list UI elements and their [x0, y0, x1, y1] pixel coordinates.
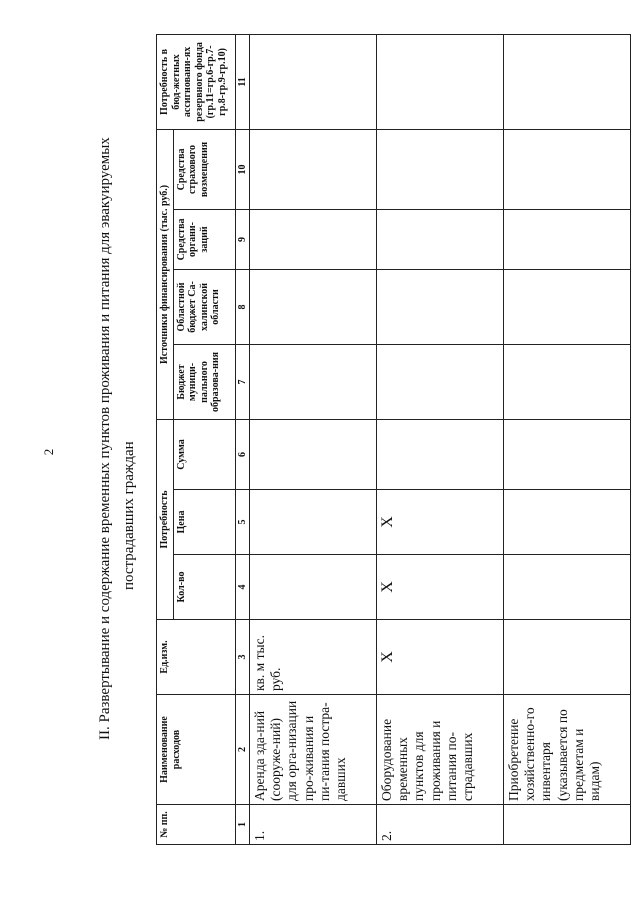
row-name: Приобретение хозяйственно-го инвентаря (указывается по предметам и видам) [504, 695, 631, 805]
row-name: Оборудование временных пунктов для проживания и питания по-страдавших [377, 695, 504, 805]
col-num: 5 [235, 490, 250, 555]
col-num: 7 [235, 344, 250, 419]
page-number: 2 [41, 448, 56, 456]
row-qty [250, 555, 377, 620]
row-name: Аренда зда-ний (сооруже-ний) для орга-низации про-живания и пи-тания постра-давших [250, 695, 377, 805]
heading-line-2: пострадавших граждан [121, 441, 137, 590]
header-num: № пп. [157, 805, 236, 845]
col-num: 1 [235, 805, 250, 845]
row-qty: X [377, 555, 504, 620]
header-municipal: Бюджет муници-пального образова-ния [173, 344, 235, 419]
row-qty [504, 555, 631, 620]
row-num: 1. [250, 805, 377, 845]
header-need: Потребность [157, 419, 174, 619]
table-row [250, 34, 377, 844]
col-num: 2 [235, 695, 250, 805]
table-row [377, 34, 504, 844]
col-num: 11 [235, 34, 250, 129]
header-price: Цена [173, 490, 235, 555]
header-name: Наименование расходов [157, 695, 236, 805]
header-reserve: Потребность в бюд-жетных ассигновани-ях резервного фонда (гр.11=гр.6-гр.7-гр.8-гр.9-гр.10) [157, 34, 236, 129]
header-sum: Сумма [173, 419, 235, 489]
header-qty: Кол-во [173, 555, 235, 620]
row-unit [504, 620, 631, 695]
header-org: Средства органи-заций [173, 209, 235, 269]
col-num: 9 [235, 209, 250, 269]
col-num: 3 [235, 620, 250, 695]
expense-table [156, 35, 631, 845]
header-insurance: Средства страхового возмещения [173, 129, 235, 209]
row-unit: кв. м тыс. руб. [250, 620, 377, 695]
header-regional: Областной бюджет Са-халинской области [173, 269, 235, 344]
col-num: 6 [235, 419, 250, 489]
row-price: X [377, 490, 504, 555]
row-unit: X [377, 620, 504, 695]
col-num: 10 [235, 129, 250, 209]
col-num: 8 [235, 269, 250, 344]
row-price [250, 490, 377, 555]
row-num: 2. [377, 805, 504, 845]
table-row [504, 34, 631, 844]
section-heading [97, 120, 151, 740]
row-price [504, 490, 631, 555]
header-sources: Источники финансирования (тыс. руб.) [157, 129, 174, 419]
row-num [504, 805, 631, 845]
heading-line-1: II. Развертывание и содержание временных пунктов проживания и питания для эвакуируемых [97, 137, 113, 740]
header-unit: Ед.изм. [157, 620, 236, 695]
col-num: 4 [235, 555, 250, 620]
